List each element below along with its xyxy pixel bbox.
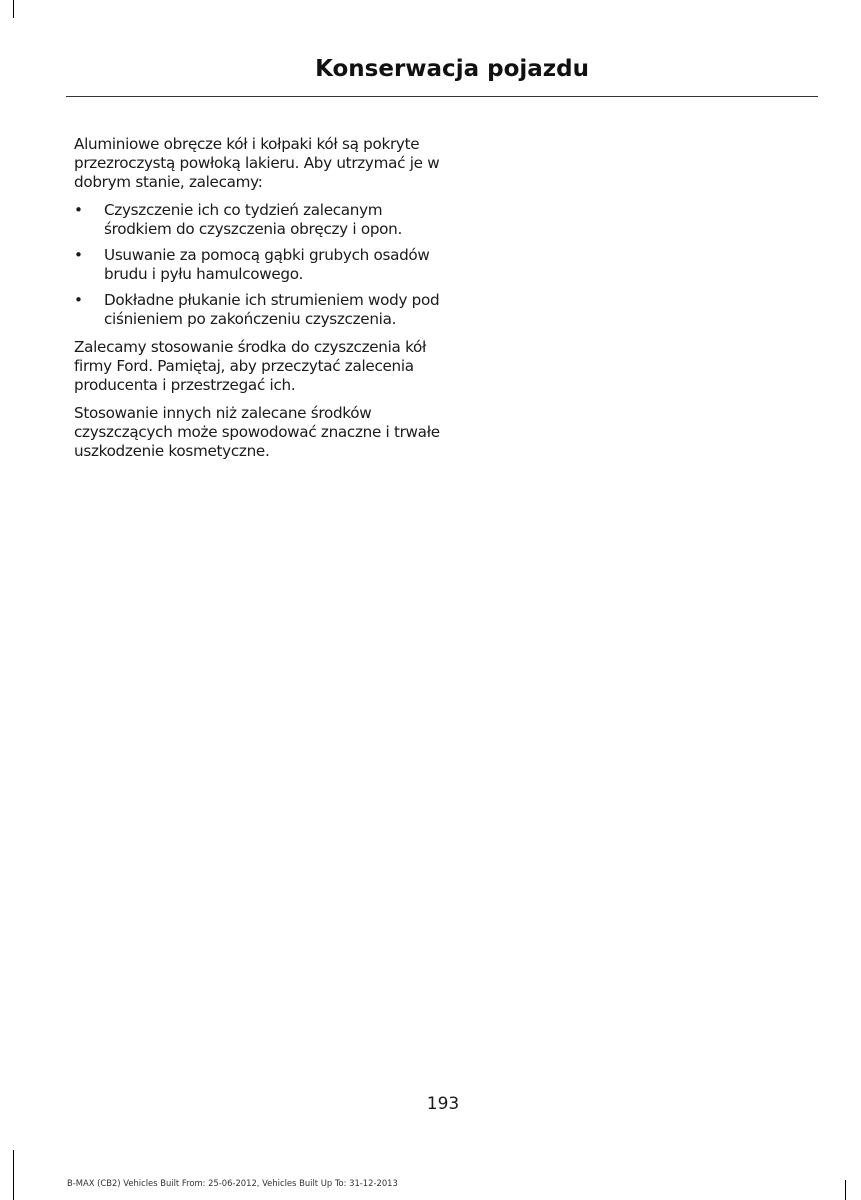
footer-vehicle-info: B-MAX (CB2) Vehicles Built From: 25-06-2012, Vehicles Built Up To: 31-12-2013 xyxy=(67,1178,398,1188)
list-item xyxy=(74,201,440,239)
list-item-text: Dokładne płukanie ich strumieniem wody pod ciśnieniem po zakończeniu czyszczenia. xyxy=(104,291,440,328)
list-item xyxy=(74,246,440,284)
list-item-text: Czyszczenie ich co tydzień zalecanym środkiem do czyszczenia obręczy i opon. xyxy=(104,201,403,238)
warning-paragraph: Stosowanie innych niż zalecane środków czyszczących może spowodować znaczne i trwałe uszkodzenie kosmetyczne. xyxy=(74,404,440,460)
page-title: Konserwacja pojazdu xyxy=(315,56,589,82)
bullet-icon: • xyxy=(74,291,83,309)
recommendation-paragraph: Zalecamy stosowanie środka do czyszczenia kół firmy Ford. Pamiętaj, aby przeczytać zalecenia producenta i przestrzegać ich. xyxy=(74,338,427,394)
crop-mark-bottom-right xyxy=(845,1180,846,1200)
bullet-icon: • xyxy=(74,246,83,264)
list-item-text: Usuwanie za pomocą gąbki grubych osadów brudu i pyłu hamulcowego. xyxy=(104,246,430,283)
header-divider xyxy=(66,96,818,97)
page-number: 193 xyxy=(426,1094,460,1114)
crop-mark-top-left xyxy=(13,0,14,18)
crop-mark-bottom-left xyxy=(13,1150,14,1200)
list-item xyxy=(74,291,440,329)
main-content xyxy=(74,135,440,470)
bullet-list xyxy=(74,201,440,329)
intro-paragraph: Aluminiowe obręcze kół i kołpaki kół są pokryte przezroczystą powłoką lakieru. Aby utrzymać je w dobrym stanie, zalecamy: xyxy=(74,135,440,191)
bullet-icon: • xyxy=(74,201,83,219)
